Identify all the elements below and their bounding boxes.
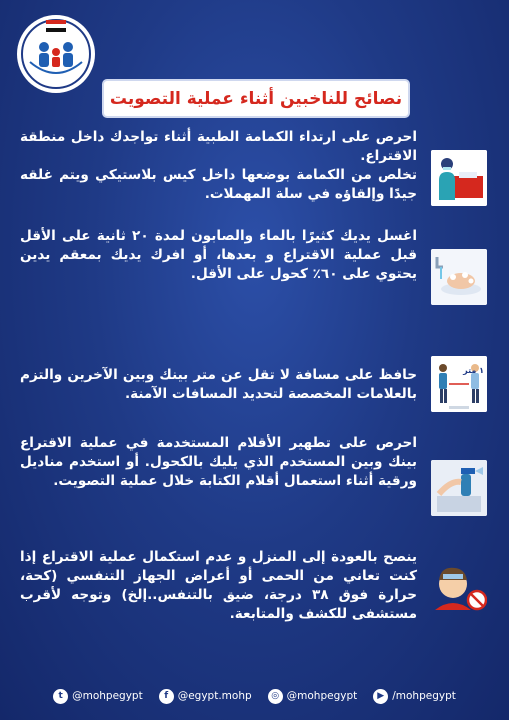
tip-item-mask: [20, 128, 487, 206]
distance-label: ١ متر: [463, 366, 484, 375]
social-instagram[interactable]: [268, 689, 358, 704]
twitter-handle: @mohpegypt: [72, 690, 143, 702]
tip-text: حافظ على مسافة لا تقل عن متر بينك وبين الآخرين والتزم بالعلامات المخصصة لتحديد المسافات الآمنة.: [20, 367, 417, 402]
tip-text: اغسل يديك كثيرًا بالماء والصابون لمدة ٢٠ ثانية على الأقل قبل عملية الاقتراع و بعدها، أو افرك يديك بمعقم يدين يحتوي على ٦٠٪ كحول على الأقل.: [20, 228, 417, 282]
tip-item-sick: [20, 548, 487, 624]
tip-item-disinfect: [20, 434, 487, 516]
social-facebook[interactable]: [159, 689, 252, 704]
social-footer: [0, 672, 509, 720]
tip-item-distancing: [20, 366, 487, 412]
tip-text: احرص على ارتداء الكمامة الطبية أثناء تواجدك داخل منطقة الاقتراع. تخلص من الكمامة بوضعها داخل كيس بلاستيكي ويتم غلقه جيدًا وإلقاؤه في سلة المهملات.: [20, 129, 417, 202]
voting-booth-icon: [431, 150, 487, 206]
ministry-logo: [16, 14, 96, 94]
youtube-handle: /mohpegypt: [392, 690, 456, 702]
disinfect-spray-icon: [431, 460, 487, 516]
instagram-icon: ◎: [268, 689, 283, 704]
page-title: نصائح للناخبين أثناء عملية التصويت: [109, 88, 403, 109]
tip-text: ينصح بالعودة إلى المنزل و عدم استكمال عملية الاقتراع إذا كنت تعاني من الحمى أو أعراض الجهاز التنفسي (كحة، حرارة فوق ٣٨ درجة، ضيق بالتنفس..إلخ) وتوجه لأقرب مستشفى للكشف والمتابعة.: [20, 549, 417, 622]
tip-text: احرص على تطهير الأقلام المستخدمة في عملية الاقتراع بينك وبين المستخدم الذي يليك بالكحول. أو استخدم مناديل ورقية أثناء استعمال أقلام الكتابة خلال عملية التصويت.: [20, 435, 417, 489]
social-youtube[interactable]: [373, 689, 456, 704]
facebook-handle: @egypt.mohp: [177, 690, 252, 702]
instagram-handle: @mohpegypt: [286, 690, 358, 702]
distancing-icon: [431, 356, 487, 412]
facebook-icon: f: [159, 689, 174, 704]
social-twitter[interactable]: [53, 689, 143, 704]
tip-item-hand-washing: [20, 227, 487, 305]
youtube-icon: ▶: [373, 689, 388, 704]
title-banner: [104, 81, 408, 116]
hand-washing-icon: [431, 249, 487, 305]
twitter-icon: t: [53, 689, 68, 704]
sick-person-icon: [431, 560, 487, 616]
